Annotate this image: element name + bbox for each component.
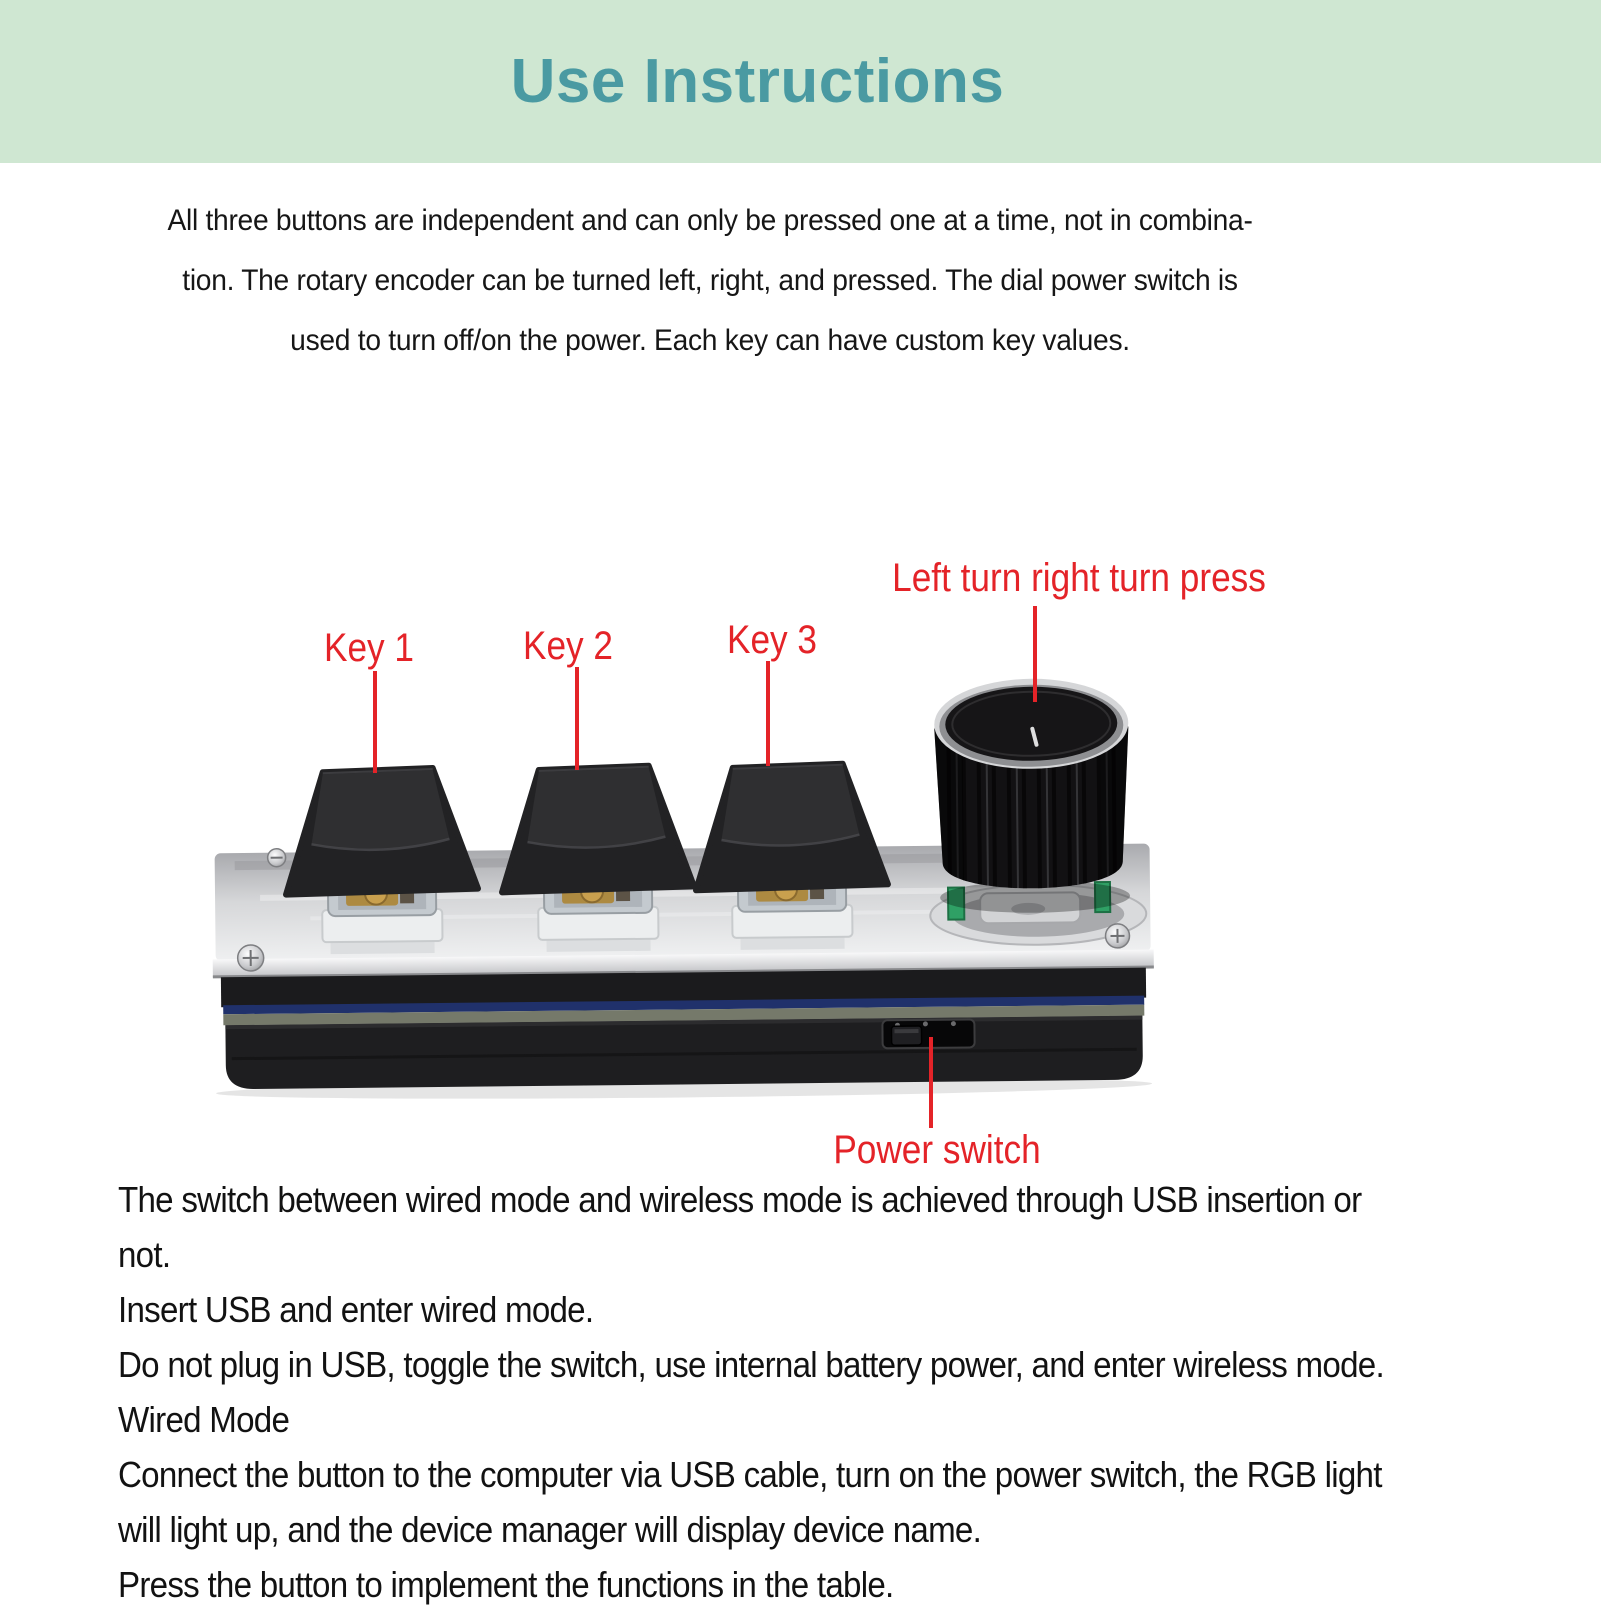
keycap-2 [501, 765, 694, 892]
body-line-6: Connect the button to the computer via USB cable, turn on the power switch, the RGB light [118, 1447, 1384, 1502]
intro-paragraph [118, 191, 1302, 371]
annotation-line-key1 [373, 671, 377, 773]
annotation-line-rotary [1033, 606, 1037, 702]
body-line-4: Do not plug in USB, toggle the switch, use internal battery power, and enter wireless mode. [118, 1337, 1384, 1392]
body-line-8: Press the button to implement the functions in the table. [118, 1557, 1384, 1612]
mode-instructions [118, 1172, 1384, 1612]
keypad-photo [188, 644, 1263, 1135]
annotation-label-key3: Key 3 [727, 618, 817, 662]
page-title: Use Instructions [511, 46, 1005, 117]
annotation-label-rotary: Left turn right turn press [892, 556, 1266, 600]
screw-front-left [238, 945, 264, 971]
intro-line-1: All three buttons are independent and can only be pressed one at a time, not in combina- [118, 191, 1302, 251]
body-line-3: Insert USB and enter wired mode. [118, 1282, 1384, 1337]
body-line-1: The switch between wired mode and wireless mode is achieved through USB insertion or [118, 1172, 1384, 1227]
annotation-label-key2: Key 2 [523, 624, 613, 668]
body-line-7: will light up, and the device manager will display device name. [118, 1502, 1384, 1557]
body-line-5: Wired Mode [118, 1392, 1384, 1447]
body-line-2: not. [118, 1227, 1384, 1282]
annotation-line-power [929, 1037, 933, 1128]
screw-front-right [1105, 924, 1129, 948]
annotation-label-power: Power switch [833, 1128, 1040, 1172]
annotation-label-key1: Key 1 [324, 626, 414, 670]
header-banner [0, 0, 1601, 163]
keycap-1 [285, 768, 478, 895]
keycap-3 [695, 763, 888, 890]
power-switch-slider [891, 1026, 921, 1045]
screw-back-left [268, 849, 286, 867]
annotation-line-key3 [766, 661, 770, 766]
annotation-line-key2 [575, 667, 579, 770]
intro-line-3: used to turn off/on the power. Each key can have custom key values. [118, 311, 1302, 371]
intro-line-2: tion. The rotary encoder can be turned left, right, and pressed. The dial power switch is [118, 251, 1302, 311]
